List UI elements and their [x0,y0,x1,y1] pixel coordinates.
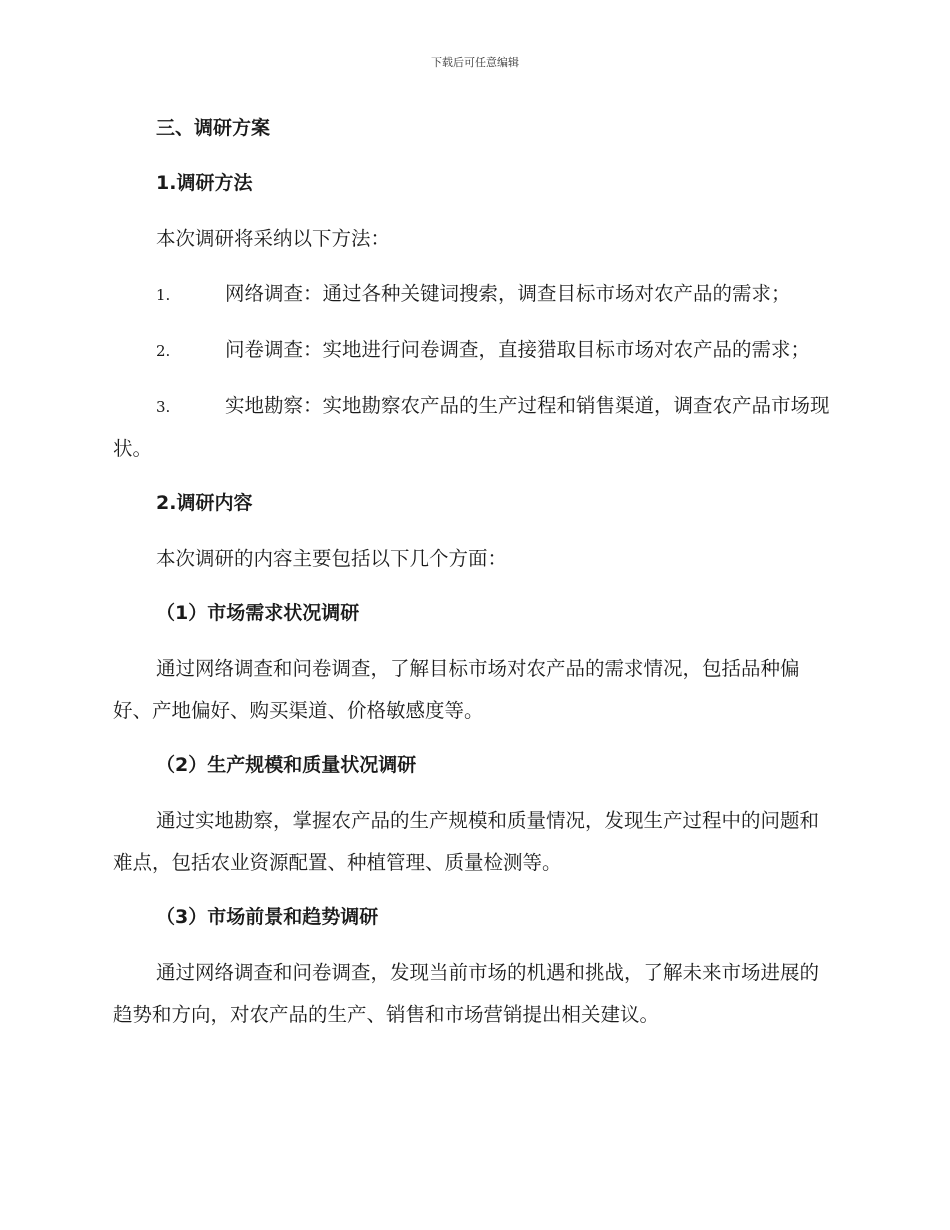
subsection-title-prospects: （3）市场前景和趋势调研 [156,906,379,928]
content-heading: 2.调研内容 [156,492,253,514]
subsection-text-production: 通过实地勘察，掌握农产品的生产规模和质量情况，发现生产过程中的问题和难点，包括农业资源配置、种植管理、质量检测等。 [113,809,820,874]
subsection-text-demand: 通过网络调查和问卷调查，了解目标市场对农产品的需求情况，包括品种偏好、产地偏好、购买渠道、价格敏感度等。 [113,657,800,722]
method-heading: 1.调研方法 [156,172,253,194]
list-item-number: 2. [156,342,171,360]
list-item [113,273,833,316]
subsection-title-demand: （1）市场需求状况调研 [156,602,360,624]
subsection-text-prospects: 通过网络调查和问卷调查，发现当前市场的机遇和挑战，了解未来市场进展的趋势和方向，对农产品的生产、销售和市场营销提出相关建议。 [113,961,820,1026]
list-item [113,385,833,470]
list-item-number: 3. [156,398,171,416]
section-title: 三、调研方案 [156,117,271,139]
list-item-number: 1. [156,286,171,304]
list-item-text: 实地勘察：实地勘察农产品的生产过程和销售渠道，调查农产品市场现状。 [113,394,830,460]
list-item [113,329,833,372]
list-item-text: 网络调查：通过各种关键词搜索，调查目标市场对农产品的需求； [225,282,791,305]
list-item-text: 问卷调查：实地进行问卷调查，直接猎取目标市场对农产品的需求； [225,338,811,361]
document-body [113,108,833,1049]
method-intro: 本次调研将采纳以下方法： [156,227,391,250]
page-header-note: 下载后可任意编辑 [431,56,519,69]
content-intro: 本次调研的内容主要包括以下几个方面： [156,547,508,570]
subsection-title-production: （2）生产规模和质量状况调研 [156,754,417,776]
